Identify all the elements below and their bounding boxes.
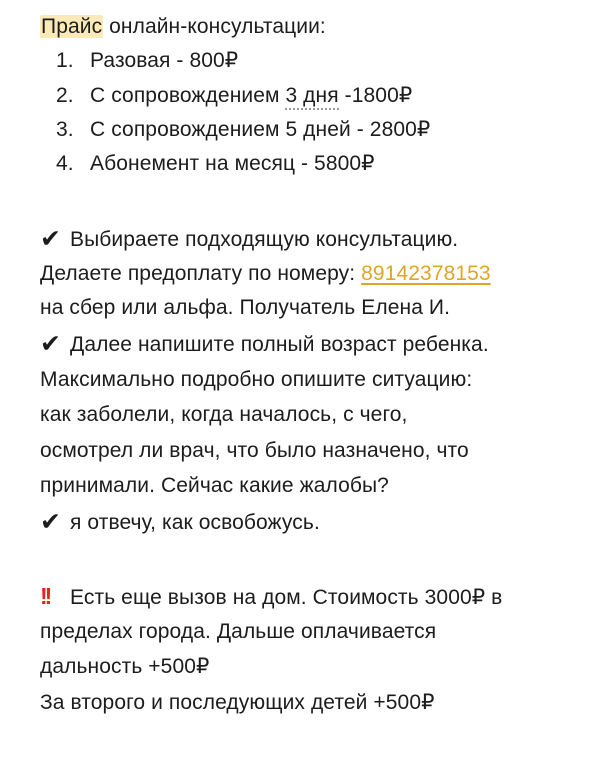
step-line <box>40 224 458 254</box>
dotted-underlined-text: 3 дня <box>285 84 338 110</box>
step-line <box>40 436 469 466</box>
list-item <box>56 149 375 179</box>
step-line <box>40 507 320 537</box>
list-text-post: -1800₽ <box>338 84 413 107</box>
home-visit-line <box>40 652 209 682</box>
home-visit-text: За второго и последующих детей +500₽ <box>40 691 435 714</box>
list-number: 2. <box>56 84 74 107</box>
home-visit-text: дальность +500₽ <box>40 655 210 678</box>
step-text: принимали. Сейчас какие жалобы? <box>40 474 389 497</box>
checkmark-icon: ✔ <box>40 330 62 358</box>
home-visit-line <box>40 688 435 718</box>
title-highlight: Прайс <box>41 15 103 38</box>
list-text-pre: С сопровождением <box>90 84 286 107</box>
step-line <box>40 259 491 289</box>
list-number: 1. <box>56 49 74 72</box>
step-text: осмотрел ли врач, что было назначено, что <box>40 439 469 462</box>
step-text: Далее напишите полный возраст ребенка. <box>70 333 489 356</box>
step-line <box>40 400 407 430</box>
home-visit-line <box>40 617 436 647</box>
list-item <box>56 46 238 76</box>
home-visit-text: Есть еще вызов на дом. Стоимость 3000₽ в <box>70 586 503 609</box>
checkmark-icon: ✔ <box>40 508 62 536</box>
step-line <box>40 365 472 395</box>
step-text: Выбираете подходящую консультацию. <box>70 228 459 251</box>
home-visit-line <box>40 581 502 611</box>
step-line <box>40 329 489 359</box>
list-text: Разовая - 800₽ <box>90 49 239 72</box>
price-title <box>40 12 326 42</box>
step-line <box>40 471 389 501</box>
list-number: 4. <box>56 152 74 175</box>
step-line <box>40 293 450 323</box>
step-text: я отвечу, как освобожусь. <box>70 511 320 534</box>
title-rest: онлайн-консультации: <box>103 15 326 38</box>
list-text: Абонемент на месяц - 5800₽ <box>90 152 375 175</box>
list-number: 3. <box>56 118 74 141</box>
phone-link[interactable]: 89142378153 <box>361 262 491 285</box>
list-item <box>56 115 430 145</box>
step-text: Максимально подробно опишите ситуацию: <box>40 368 473 391</box>
list-item <box>56 81 412 111</box>
checkmark-icon: ✔ <box>40 225 62 253</box>
step-text: на сбер или альфа. Получатель Елена И. <box>40 296 451 319</box>
list-text: С сопровождением 5 дней - 2800₽ <box>90 118 431 141</box>
double-exclamation-icon: !! <box>40 583 50 609</box>
step-text: Делаете предоплату по номеру: <box>40 262 362 285</box>
home-visit-text: пределах города. Дальше оплачивается <box>40 620 437 643</box>
step-text: как заболели, когда началось, с чего, <box>40 403 408 426</box>
